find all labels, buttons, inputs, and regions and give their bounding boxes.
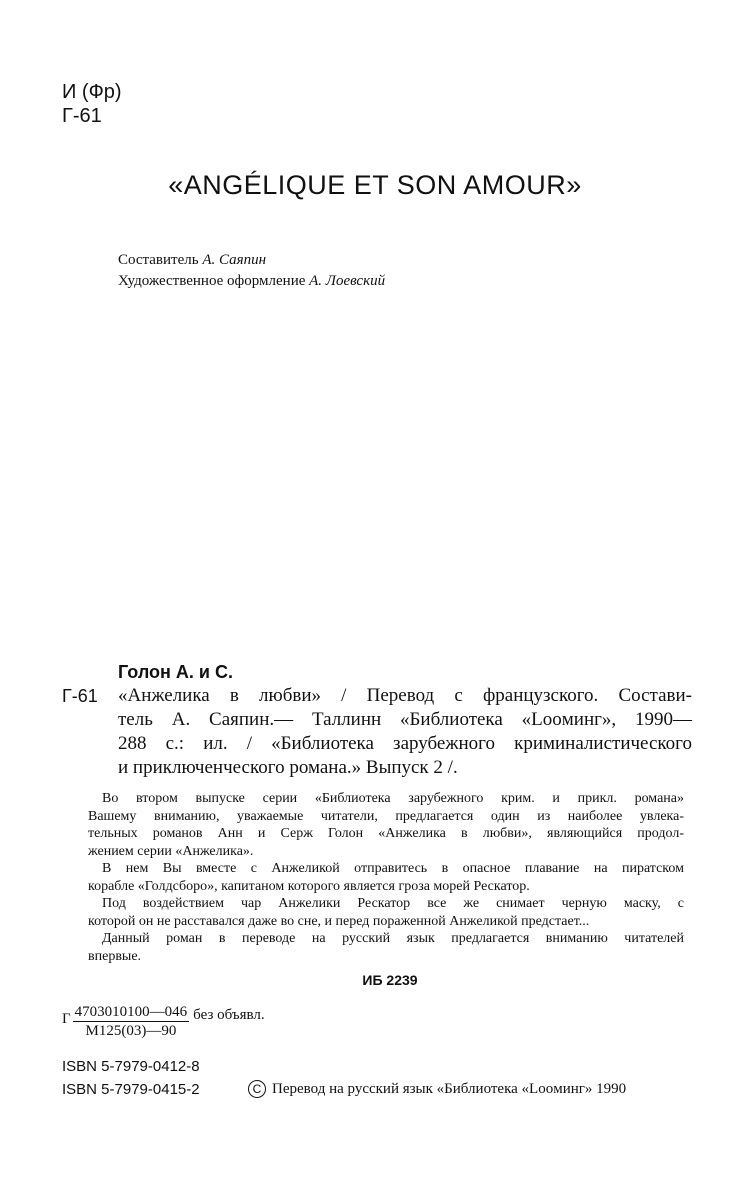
price-denominator: М125(03)—90 bbox=[85, 1023, 177, 1039]
annotation-line: Во втором выпуске серии «Библиотека зарубежного крим. и прикл. романа» bbox=[102, 791, 684, 806]
catalog-line: и приключенческого романа.» Выпуск 2 /. bbox=[118, 757, 458, 778]
annotation-paragraph bbox=[88, 895, 684, 930]
classification-mark bbox=[62, 80, 122, 128]
copyright-notice bbox=[248, 1080, 626, 1098]
price-note: без объявл. bbox=[193, 1007, 265, 1023]
annotation-paragraph bbox=[88, 860, 684, 895]
design-credit bbox=[118, 271, 385, 292]
annotation-paragraph bbox=[88, 790, 684, 860]
annotation bbox=[88, 790, 684, 965]
credits bbox=[118, 250, 385, 292]
classification-line-2: Г-61 bbox=[62, 105, 102, 127]
annotation-paragraph bbox=[88, 930, 684, 965]
design-name: А. Лоевский bbox=[309, 273, 386, 289]
catalog-line: тель А. Саяпин.— Таллинн «Библиотека «Looминг», 1990— bbox=[118, 709, 692, 730]
isbn-line: ISBN 5-7979-0415-2 bbox=[62, 1081, 200, 1098]
annotation-line: Данный роман в переводе на русский язык предлагается вниманию читателей bbox=[102, 931, 684, 946]
annotation-line: Под воздействием чар Анжелики Рескатор все же снимает черную маску, с bbox=[102, 896, 684, 911]
catalog-line: «Анжелика в любви» / Перевод с французского. Состави- bbox=[118, 685, 692, 706]
price-prefix: Г bbox=[62, 1011, 71, 1027]
catalog-line: 288 с.: ил. / «Библиотека зарубежного криминалистического bbox=[118, 733, 692, 754]
classification-line-1: И (Фр) bbox=[62, 81, 122, 103]
annotation-line: впервые. bbox=[88, 948, 142, 964]
catalog-author: Голон А. и С. bbox=[118, 662, 233, 682]
price-fraction bbox=[73, 1003, 190, 1040]
annotation-line: В нем Вы вместе с Анжеликой отправитесь в опасное плавание на пиратском bbox=[102, 861, 684, 876]
price-code bbox=[62, 1003, 265, 1040]
compiler-label: Составитель bbox=[118, 252, 199, 268]
ib-number: ИБ 2239 bbox=[362, 972, 418, 988]
catalog-entry bbox=[62, 684, 692, 780]
annotation-line: Вашему вниманию, уважаемые читатели, предлагается один из наиболее увлека- bbox=[88, 808, 684, 824]
annotation-line: корабле «Голдсборо», капитаном которого является гроза морей Рескатор. bbox=[88, 878, 530, 894]
copyright-icon: C bbox=[248, 1080, 266, 1098]
isbn-line: ISBN 5-7979-0412-8 bbox=[62, 1058, 200, 1075]
copyright-text: Перевод на русский язык «Библиотека «Looминг» 1990 bbox=[272, 1080, 627, 1097]
annotation-line: жением серии «Анжелика». bbox=[88, 843, 254, 859]
price-numerator: 4703010100—046 bbox=[74, 1004, 188, 1020]
annotation-line: тельных романов Анн и Серж Голон «Анжелика в любви», являющийся продол- bbox=[88, 826, 684, 841]
catalog-card bbox=[62, 660, 692, 780]
compiler-credit bbox=[118, 250, 385, 271]
catalog-description bbox=[118, 684, 692, 780]
original-title: «ANGÉLIQUE ET SON AMOUR» bbox=[168, 170, 582, 200]
catalog-code: Г-61 bbox=[62, 686, 98, 706]
annotation-line: которой он не расставался даже во сне, и перед пораженной Анжеликой предстает... bbox=[88, 913, 590, 929]
compiler-name: А. Саяпин bbox=[202, 252, 267, 268]
design-label: Художественное оформление bbox=[118, 273, 306, 289]
